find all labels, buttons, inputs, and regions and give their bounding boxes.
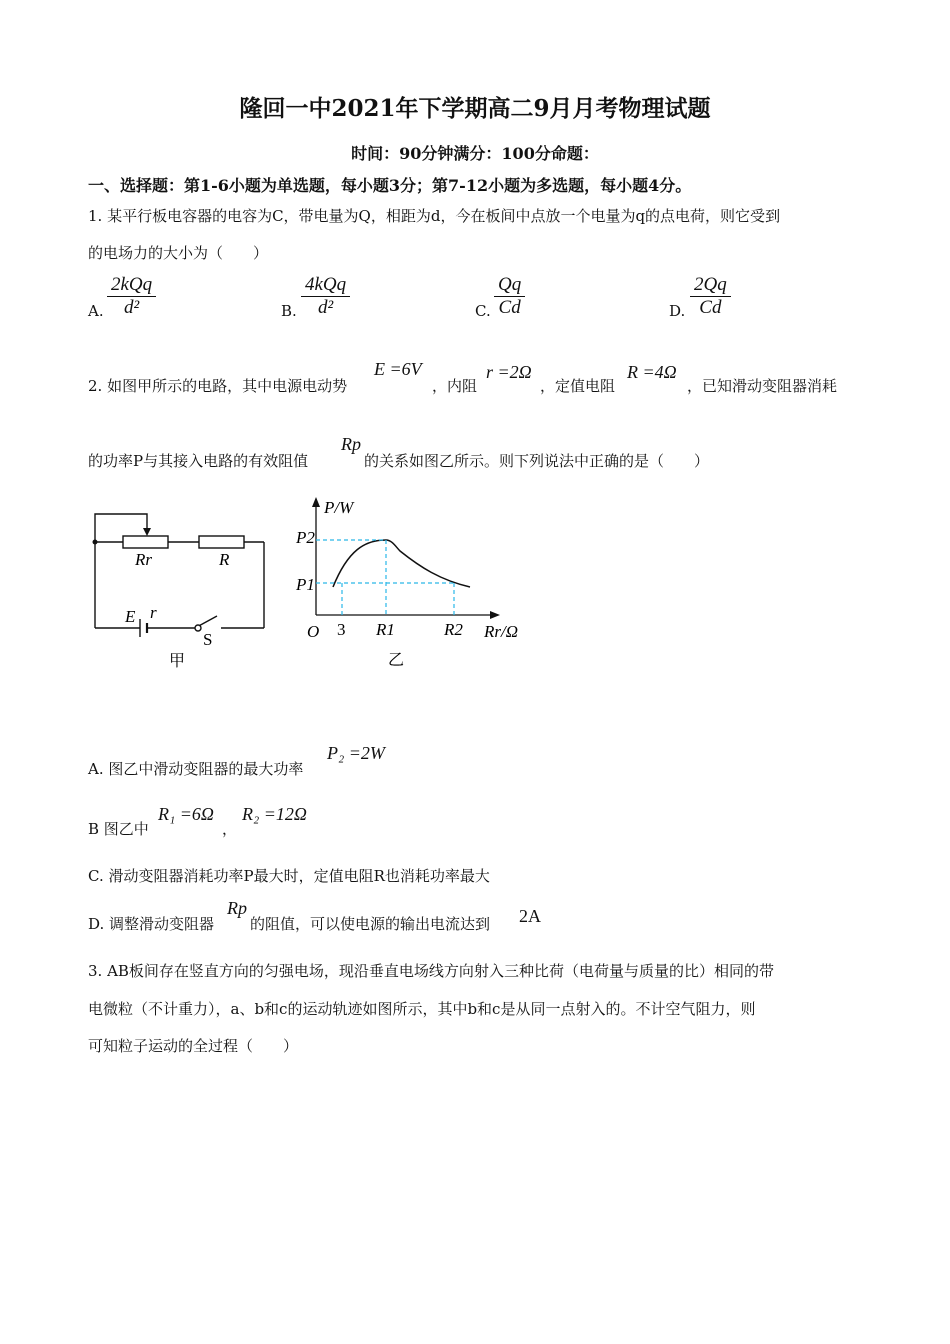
q1-option-c-den: Cd (498, 297, 521, 318)
tick-r1: R1 (376, 620, 395, 639)
q3-text-line3: 可知粒子运动的全过程（ ） (88, 1037, 299, 1055)
q1-option-d-den: Cd (699, 297, 722, 318)
q1-option-d-num: 2Qq (690, 274, 731, 297)
q2-option-d: D. 调整滑动变阻器 (88, 915, 215, 933)
circuit-diagram (85, 500, 275, 675)
y-axis-label: P/W (324, 498, 354, 517)
q1-option-a-label: A. (88, 302, 104, 320)
tick-3: 3 (337, 620, 346, 639)
label-switch: S (203, 630, 213, 649)
section-heading: 一、选择题：第1-6小题为单选题，每小题3分；第7-12小题为多选题，每小题4分。 (88, 176, 692, 195)
q1-option-c-label: C. (475, 302, 491, 320)
q2-option-c: C. 滑动变阻器消耗功率P最大时，定值电阻R也消耗功率最大 (88, 867, 490, 885)
q2-option-b-r1: R₁ =6Ω (158, 804, 214, 824)
label-rr: Rr (135, 550, 152, 569)
q2-option-b: B 图乙中 (88, 820, 149, 838)
rheostat-symbol (123, 536, 168, 548)
x-axis-arrow-icon (490, 611, 500, 619)
tick-p1: P1 (296, 575, 315, 594)
resistor-symbol (199, 536, 244, 548)
q2-text-1a: 2. 如图甲所示的电路，其中电源电动势 (88, 377, 348, 395)
q2-rp-symbol: Rp (341, 434, 361, 454)
q1-option-c-fraction (494, 274, 525, 319)
label-e: E (125, 607, 136, 626)
caption-jia: 甲 (169, 651, 186, 670)
q3-text-line2: 电微粒（不计重力），a、b和c的运动轨迹如图所示，其中b和c是从同一点射入的。不计空气阻力，则 (88, 1000, 756, 1018)
q1-option-c-num: Qq (494, 274, 525, 297)
q2-text-2b: 的关系如图乙所示。则下列说法中正确的是（ ） (364, 452, 710, 470)
origin-label: O (307, 622, 320, 641)
q2-option-b-separator: ， (222, 820, 238, 838)
x-axis-label: Rr/Ω (484, 622, 519, 641)
label-r: R (219, 550, 230, 569)
q1-option-d-label: D. (669, 302, 686, 320)
q2-text-2a: 的功率P与其接入电路的有效阻值 (88, 452, 309, 470)
slider-arrow-icon (143, 528, 151, 536)
y-axis-arrow-icon (312, 497, 320, 507)
exam-info: 时间：90分钟满分：100分命题： (351, 144, 599, 163)
q2-emf-value: E =6V (374, 359, 422, 379)
q1-option-b-fraction (301, 274, 350, 319)
q2-text-1b: ，内阻 (432, 377, 478, 395)
q1-option-b-num: 4kQq (301, 274, 350, 297)
q2-text-1d: ，已知滑动变阻器消耗 (687, 377, 838, 395)
junction-dot (93, 540, 98, 545)
q2-internal-resistance: r =2Ω (486, 362, 532, 382)
q2-fixed-resistance: R =4Ω (627, 362, 677, 382)
q2-option-d-rest: 的阻值，可以使电源的输出电流达到 (250, 915, 491, 933)
q2-option-a: A. 图乙中滑动变阻器的最大功率 (88, 760, 304, 778)
page-title: 隆回一中2021年下学期高二9月月考物理试题 (239, 95, 711, 122)
q1-option-b-den: d² (317, 297, 334, 318)
caption-yi: 乙 (388, 650, 405, 669)
q2-option-d-rp: Rp (227, 898, 247, 918)
switch-contact (195, 625, 201, 631)
tick-p2: P2 (296, 528, 315, 547)
q1-text-line2: 的电场力的大小为（ ） (88, 244, 269, 262)
slider-wire (95, 514, 147, 542)
q2-text-1c: ，定值电阻 (540, 377, 616, 395)
q2-option-b-r2: R₂ =12Ω (242, 804, 307, 824)
q1-option-d-fraction (690, 274, 731, 319)
q2-option-a-value: P₂ =2W (327, 743, 385, 763)
q1-option-b-label: B. (281, 302, 297, 320)
label-internal-r: r (150, 603, 157, 622)
q1-option-a-num: 2kQq (107, 274, 156, 297)
tick-r2: R2 (444, 620, 463, 639)
q1-option-a-den: d² (123, 297, 140, 318)
q2-option-d-value: 2A (519, 906, 541, 926)
q1-option-a-fraction (107, 274, 156, 319)
power-graph (290, 495, 540, 675)
q1-text-line1: 1. 某平行板电容器的电容为C，带电量为Q，相距为d，今在板间中点放一个电量为q的点电荷，则它受到 (88, 207, 781, 225)
q3-text-line1: 3. AB板间存在竖直方向的匀强电场，现沿垂直电场线方向射入三种比荷（电荷量与质量的比）相同的带 (88, 962, 774, 980)
power-curve (333, 540, 470, 587)
